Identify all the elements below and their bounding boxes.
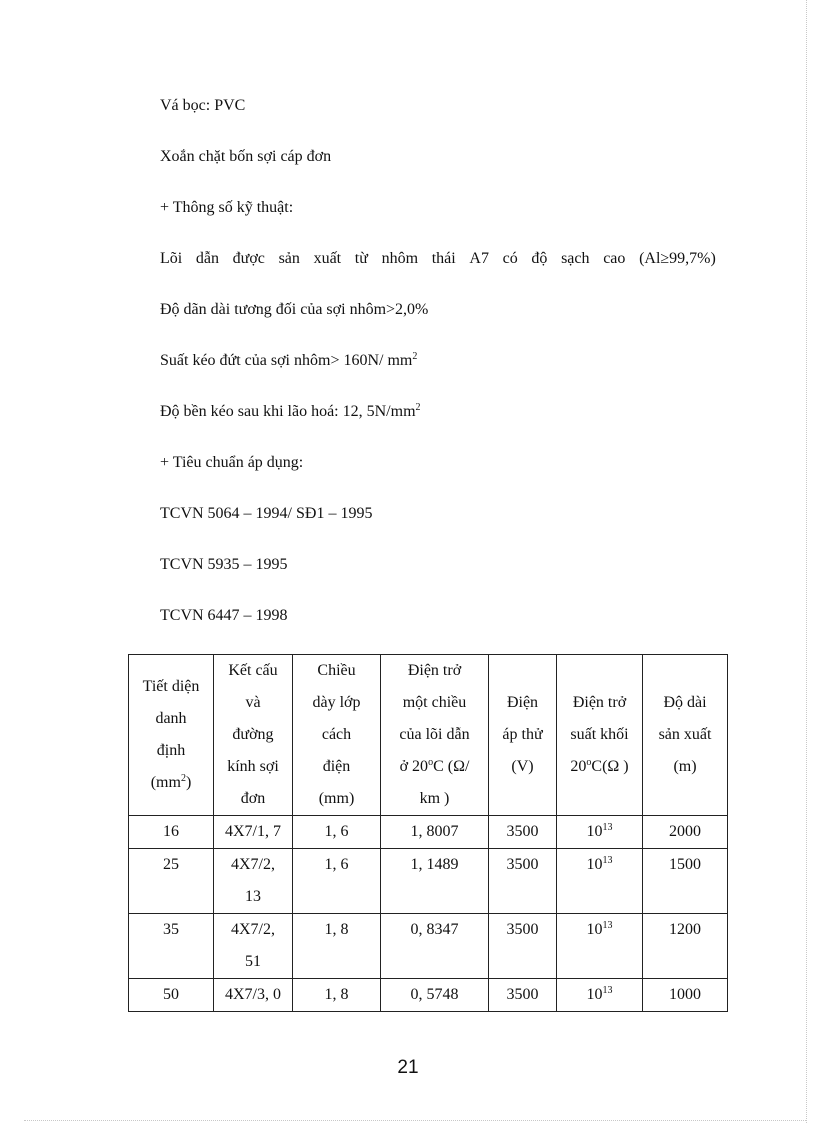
word: có bbox=[502, 250, 518, 267]
cell-section: 25 bbox=[129, 849, 214, 914]
header-dc-resistance bbox=[381, 655, 489, 816]
table-row bbox=[129, 914, 728, 979]
cell-length: 2000 bbox=[643, 816, 728, 849]
header-line: đường bbox=[232, 726, 274, 743]
heading-applied-standards: + Tiêu chuẩn áp dụng: bbox=[160, 454, 304, 471]
paragraph-sheath: Vá bọc: PVC bbox=[160, 97, 246, 114]
word: cao bbox=[603, 250, 626, 267]
header-test-voltage bbox=[489, 655, 557, 816]
resistivity-base: 10 bbox=[586, 986, 603, 1003]
cell-voltage: 3500 bbox=[489, 914, 557, 979]
word: sản bbox=[278, 250, 300, 267]
cell-section: 16 bbox=[129, 816, 214, 849]
word: độ bbox=[531, 250, 548, 267]
cell-resistivity bbox=[557, 914, 643, 979]
header-line: (mm bbox=[150, 774, 181, 791]
resistivity-exponent: 13 bbox=[602, 822, 613, 833]
cell-voltage: 3500 bbox=[489, 849, 557, 914]
cell-structure bbox=[214, 849, 293, 914]
header-line: C(Ω ) bbox=[591, 758, 629, 775]
resistivity-exponent: 13 bbox=[602, 855, 613, 866]
header-line: cách bbox=[321, 726, 352, 743]
word: xuất bbox=[313, 250, 342, 267]
header-line: đơn bbox=[240, 790, 266, 807]
cell-structure bbox=[214, 914, 293, 979]
header-line: Độ dài bbox=[663, 694, 707, 711]
table-row bbox=[129, 979, 728, 1012]
header-line: danh bbox=[155, 710, 187, 727]
cell-thickness: 1, 8 bbox=[293, 914, 381, 979]
superscript: 2 bbox=[180, 773, 186, 784]
header-line: ) bbox=[185, 774, 192, 791]
header-line: Điện trở bbox=[407, 662, 462, 679]
page-bottom-border bbox=[24, 1120, 806, 1121]
cell-voltage: 3500 bbox=[489, 816, 557, 849]
cell-resistivity bbox=[557, 849, 643, 914]
table-row bbox=[129, 849, 728, 914]
page-number: 21 bbox=[397, 1057, 419, 1078]
resistivity-base: 10 bbox=[586, 823, 603, 840]
page-right-border bbox=[806, 0, 807, 1123]
word: thái bbox=[431, 250, 456, 267]
header-volume-resistivity bbox=[557, 655, 643, 816]
cell-section: 50 bbox=[129, 979, 214, 1012]
header-line: Chiều bbox=[317, 662, 356, 679]
header-line: dày lớp bbox=[312, 694, 361, 711]
word: A7 bbox=[469, 250, 489, 267]
header-line: và bbox=[245, 694, 261, 711]
word: (Al≥99,7%) bbox=[639, 250, 716, 267]
standard-tcvn-5064: TCVN 5064 – 1994/ SĐ1 – 1995 bbox=[160, 505, 373, 522]
cell-thickness: 1, 6 bbox=[293, 816, 381, 849]
header-structure bbox=[214, 655, 293, 816]
header-line: ở 20 bbox=[399, 758, 429, 775]
aging-text: Độ bền kéo sau khi lão hoá: 12, 5N/mm bbox=[160, 403, 416, 420]
resistivity-exponent: 13 bbox=[602, 985, 613, 996]
superscript: 2 bbox=[412, 351, 418, 362]
header-line: Điện bbox=[506, 694, 539, 711]
heading-technical-specs: + Thông số kỹ thuật: bbox=[160, 199, 294, 216]
cable-spec-table bbox=[128, 654, 728, 1012]
standard-tcvn-6447: TCVN 6447 – 1998 bbox=[160, 607, 288, 624]
cell-section: 35 bbox=[129, 914, 214, 979]
paragraph-tensile-strength bbox=[160, 351, 417, 371]
header-line: điện bbox=[322, 758, 351, 775]
header-line: định bbox=[156, 742, 186, 759]
header-line: kính sợi bbox=[227, 758, 279, 775]
cell-resistance: 1, 1489 bbox=[381, 849, 489, 914]
paragraph-twisting: Xoắn chặt bốn sợi cáp đơn bbox=[160, 148, 332, 165]
header-line: km ) bbox=[419, 790, 450, 807]
paragraph-aging-strength bbox=[160, 402, 421, 422]
header-cross-section bbox=[129, 655, 214, 816]
resistivity-base: 10 bbox=[586, 921, 603, 938]
resistivity-base: 10 bbox=[586, 856, 603, 873]
cell-thickness: 1, 8 bbox=[293, 979, 381, 1012]
structure-line: 13 bbox=[245, 888, 261, 905]
word: nhôm bbox=[381, 250, 419, 267]
header-line: sản xuất bbox=[658, 726, 712, 743]
cell-length: 1000 bbox=[643, 979, 728, 1012]
header-line: suất khối bbox=[570, 726, 629, 743]
header-line: (V) bbox=[511, 758, 534, 775]
word: dẫn bbox=[195, 250, 219, 267]
paragraph-conductor bbox=[160, 249, 716, 269]
standard-tcvn-5935: TCVN 5935 – 1995 bbox=[160, 556, 288, 573]
degree-sign: o bbox=[428, 757, 434, 768]
header-line: C (Ω/ bbox=[433, 758, 470, 775]
resistivity-exponent: 13 bbox=[602, 920, 613, 931]
header-line: (mm) bbox=[318, 790, 355, 807]
structure-line: 4X7/2, bbox=[231, 921, 275, 938]
cell-voltage: 3500 bbox=[489, 979, 557, 1012]
header-line: của lõi dẫn bbox=[399, 726, 470, 743]
header-line: Điện trở bbox=[572, 694, 627, 711]
header-line: một chiều bbox=[402, 694, 467, 711]
word: từ bbox=[354, 250, 368, 267]
structure-line: 4X7/2, bbox=[231, 856, 275, 873]
cell-resistance: 1, 8007 bbox=[381, 816, 489, 849]
cell-resistance: 0, 8347 bbox=[381, 914, 489, 979]
cell-structure: 4X7/1, 7 bbox=[214, 816, 293, 849]
paragraph-elongation: Độ dãn dài tương đối của sợi nhôm>2,0% bbox=[160, 301, 429, 318]
cell-thickness: 1, 6 bbox=[293, 849, 381, 914]
header-insulation-thickness bbox=[293, 655, 381, 816]
cell-length: 1500 bbox=[643, 849, 728, 914]
cell-resistivity bbox=[557, 816, 643, 849]
table-row bbox=[129, 816, 728, 849]
cell-resistance: 0, 5748 bbox=[381, 979, 489, 1012]
cell-length: 1200 bbox=[643, 914, 728, 979]
word: được bbox=[232, 250, 265, 267]
tensile-text: Suất kéo đứt của sợi nhôm> 160N/ mm bbox=[160, 352, 413, 369]
header-line: Kết cấu bbox=[228, 662, 278, 679]
structure-line: 51 bbox=[245, 953, 261, 970]
degree-sign: o bbox=[586, 757, 592, 768]
word: Lõi bbox=[160, 250, 183, 267]
header-line: Tiết diện bbox=[142, 678, 200, 695]
header-line: áp thử bbox=[502, 726, 543, 743]
header-line: (m) bbox=[673, 758, 697, 775]
word: sạch bbox=[561, 250, 590, 267]
table-header-row bbox=[129, 655, 728, 816]
cell-structure: 4X7/3, 0 bbox=[214, 979, 293, 1012]
header-production-length bbox=[643, 655, 728, 816]
superscript: 2 bbox=[415, 402, 421, 413]
header-line: 20 bbox=[570, 758, 587, 775]
cell-resistivity bbox=[557, 979, 643, 1012]
